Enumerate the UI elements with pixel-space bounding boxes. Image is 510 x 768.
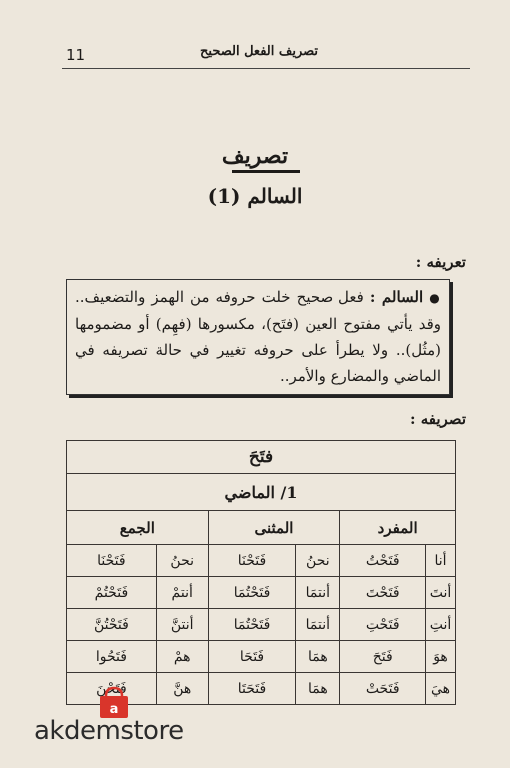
group-plural: الجمع bbox=[67, 511, 209, 545]
verb-form-cell: فَتَحْنَا bbox=[208, 545, 296, 577]
definition-label: تعريفه : bbox=[415, 253, 466, 271]
pronoun-cell: أنتَ bbox=[426, 577, 456, 609]
verb-form-cell: فَتَحْنَ bbox=[67, 673, 157, 705]
pronoun-cell: أنتمَا bbox=[296, 577, 340, 609]
pronoun-cell: نحنُ bbox=[156, 545, 208, 577]
verb-cell: فتَحَ bbox=[67, 441, 456, 474]
verb-form-cell: فَتَحَ bbox=[340, 641, 426, 673]
definition-term: السالم : bbox=[369, 288, 424, 306]
verb-form-cell: فَتَحْتُمَا bbox=[208, 577, 296, 609]
page-number: 11 bbox=[66, 46, 86, 64]
verb-form-cell: فَتَحْتَ bbox=[340, 577, 426, 609]
pronoun-cell: أنتنَّ bbox=[156, 609, 208, 641]
bullet-icon: ● bbox=[429, 291, 441, 305]
svg-text:a: a bbox=[109, 702, 119, 717]
verb-form-cell: فَتَحْتِ bbox=[340, 609, 426, 641]
shopping-bag-icon bbox=[94, 686, 134, 720]
heading-underline bbox=[232, 170, 300, 173]
section-heading: السالم (1) bbox=[207, 184, 303, 208]
table-row bbox=[67, 609, 456, 641]
pronoun-cell: أنتمْ bbox=[156, 577, 208, 609]
verb-form-cell: فَتَحُوا bbox=[67, 641, 157, 673]
pronoun-cell: هيَ bbox=[426, 673, 456, 705]
verb-form-cell: فَتَحْنَا bbox=[67, 545, 157, 577]
group-dual: المثنى bbox=[208, 511, 340, 545]
verb-form-cell: فَتَحْتُمْ bbox=[67, 577, 157, 609]
pronoun-cell: همَا bbox=[296, 641, 340, 673]
verb-form-cell: فَتَحَا bbox=[208, 641, 296, 673]
tense-cell: 1/ الماضي bbox=[67, 474, 456, 511]
verb-form-cell: فَتَحْتُنَّ bbox=[67, 609, 157, 641]
verb-form-cell: فَتَحَتْ bbox=[340, 673, 426, 705]
table-row bbox=[67, 577, 456, 609]
definition-box bbox=[66, 279, 450, 395]
pronoun-cell: همْ bbox=[156, 641, 208, 673]
conjugation-table bbox=[66, 440, 456, 705]
chapter-heading: تصريف bbox=[221, 143, 289, 169]
running-title: تصريف الفعل الصحيح bbox=[200, 44, 319, 59]
group-singular: المفرد bbox=[340, 511, 456, 545]
verb-form-cell: فَتَحَتَا bbox=[208, 673, 296, 705]
verb-form-cell: فَتَحْتُ bbox=[340, 545, 426, 577]
pronoun-cell: أنتمَا bbox=[296, 609, 340, 641]
pronoun-cell: أنتِ bbox=[426, 609, 456, 641]
pronoun-cell: أنا bbox=[426, 545, 456, 577]
definition-text: فعل صحيح خلت حروفه من الهمز والتضعيف.. وقد يأتي مفتوح العين (فتَح)، مكسورها (فهِم) أو مضمومها (مثُل).. ولا يطرأ على حروفه تغيير في حالة تصريفه في الماضي والمضارع والأمر.. bbox=[75, 288, 441, 385]
pronoun-cell: هوَ bbox=[426, 641, 456, 673]
conjugation-label: تصريفه : bbox=[409, 410, 466, 428]
pronoun-cell: همَا bbox=[296, 673, 340, 705]
pronoun-cell: نحنُ bbox=[296, 545, 340, 577]
store-watermark-text: akdemstore bbox=[34, 716, 184, 746]
store-watermark bbox=[34, 686, 194, 746]
table-row bbox=[67, 545, 456, 577]
table-row bbox=[67, 641, 456, 673]
header-rule bbox=[62, 68, 470, 69]
pronoun-cell: هنَّ bbox=[156, 673, 208, 705]
verb-form-cell: فَتَحْتُمَا bbox=[208, 609, 296, 641]
